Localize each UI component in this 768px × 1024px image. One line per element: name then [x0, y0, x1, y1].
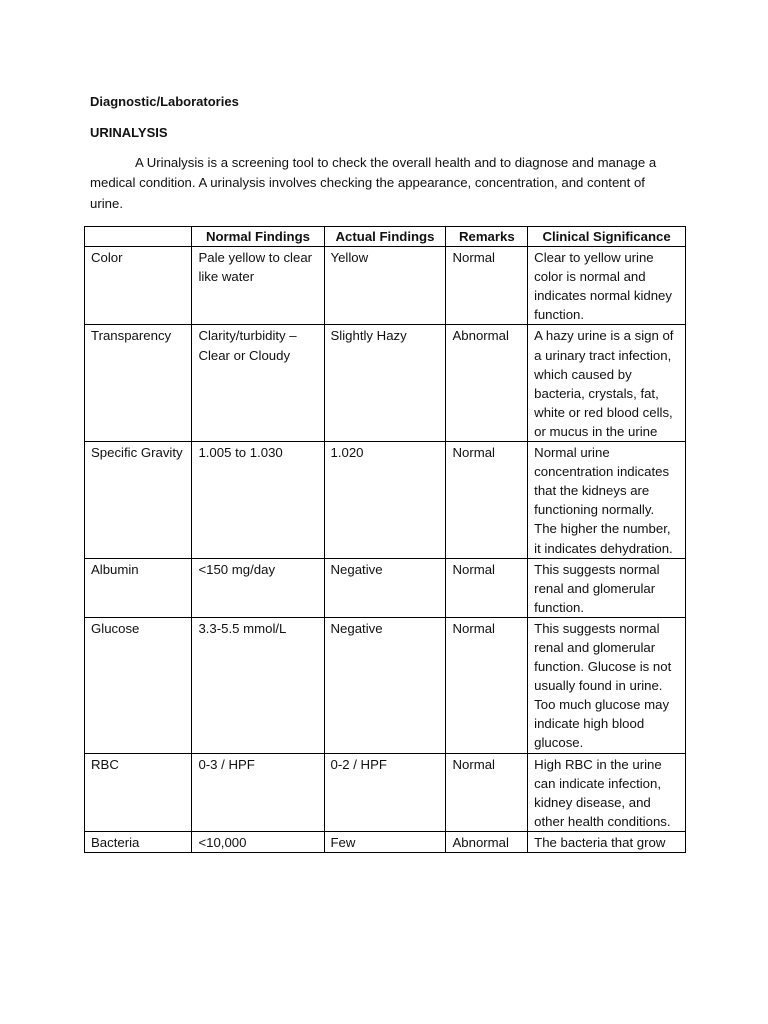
cell-remarks: Normal [446, 753, 528, 831]
cell-remarks: Abnormal [446, 325, 528, 442]
table-row [85, 831, 686, 852]
cell-normal: Clarity/turbidity – Clear or Cloudy [192, 325, 324, 442]
cell-remarks: Normal [446, 442, 528, 559]
cell-clinical: Clear to yellow urine color is normal and indicates normal kidney function. [528, 247, 686, 325]
header-remarks: Remarks [446, 227, 528, 247]
table-row [85, 325, 686, 442]
cell-test: Bacteria [85, 831, 192, 852]
table-row [85, 617, 686, 753]
cell-remarks: Abnormal [446, 831, 528, 852]
cell-clinical: The bacteria that grow [528, 831, 686, 852]
cell-test: Albumin [85, 558, 192, 617]
cell-actual: Negative [324, 617, 446, 753]
header-normal-findings: Normal Findings [192, 227, 324, 247]
cell-actual: Negative [324, 558, 446, 617]
cell-clinical: Normal urine concentration indicates that the kidneys are functioning normally. The higher the number, it indicates dehydration. [528, 442, 686, 559]
cell-actual: 0-2 / HPF [324, 753, 446, 831]
cell-normal: 3.3-5.5 mmol/L [192, 617, 324, 753]
header-test [85, 227, 192, 247]
cell-normal: Pale yellow to clear like water [192, 247, 324, 325]
cell-test: Color [85, 247, 192, 325]
section-title: URINALYSIS [90, 125, 168, 140]
cell-normal: <150 mg/day [192, 558, 324, 617]
table-row [85, 442, 686, 559]
cell-remarks: Normal [446, 558, 528, 617]
document-body [90, 92, 686, 224]
cell-normal: <10,000 [192, 831, 324, 852]
intro-paragraph: A Urinalysis is a screening tool to check the overall health and to diagnose and manage a medical condition. A urinalysis involves checking the appearance, concentration, and content of urine. [90, 155, 657, 211]
cell-normal: 1.005 to 1.030 [192, 442, 324, 559]
cell-clinical: A hazy urine is a sign of a urinary tract infection, which caused by bacteria, crystals, fat, white or red blood cells, or mucus in the urine [528, 325, 686, 442]
cell-actual: Slightly Hazy [324, 325, 446, 442]
header-clinical-significance: Clinical Significance [528, 227, 686, 247]
table-header-row [85, 227, 686, 247]
header-actual-findings: Actual Findings [324, 227, 446, 247]
cell-actual: 1.020 [324, 442, 446, 559]
cell-normal: 0-3 / HPF [192, 753, 324, 831]
cell-test: Specific Gravity [85, 442, 192, 559]
cell-actual: Few [324, 831, 446, 852]
cell-clinical: This suggests normal renal and glomerular function. Glucose is not usually found in urine. Too much glucose may indicate high blood glucose. [528, 617, 686, 753]
cell-actual: Yellow [324, 247, 446, 325]
cell-remarks: Normal [446, 617, 528, 753]
cell-test: Glucose [85, 617, 192, 753]
table-row [85, 753, 686, 831]
cell-clinical: High RBC in the urine can indicate infection, kidney disease, and other health conditions. [528, 753, 686, 831]
table-row [85, 558, 686, 617]
cell-test: RBC [85, 753, 192, 831]
table-row [85, 247, 686, 325]
cell-clinical: This suggests normal renal and glomerular function. [528, 558, 686, 617]
cell-test: Transparency [85, 325, 192, 442]
cell-remarks: Normal [446, 247, 528, 325]
document-title: Diagnostic/Laboratories [90, 94, 239, 109]
urinalysis-table [84, 226, 686, 853]
